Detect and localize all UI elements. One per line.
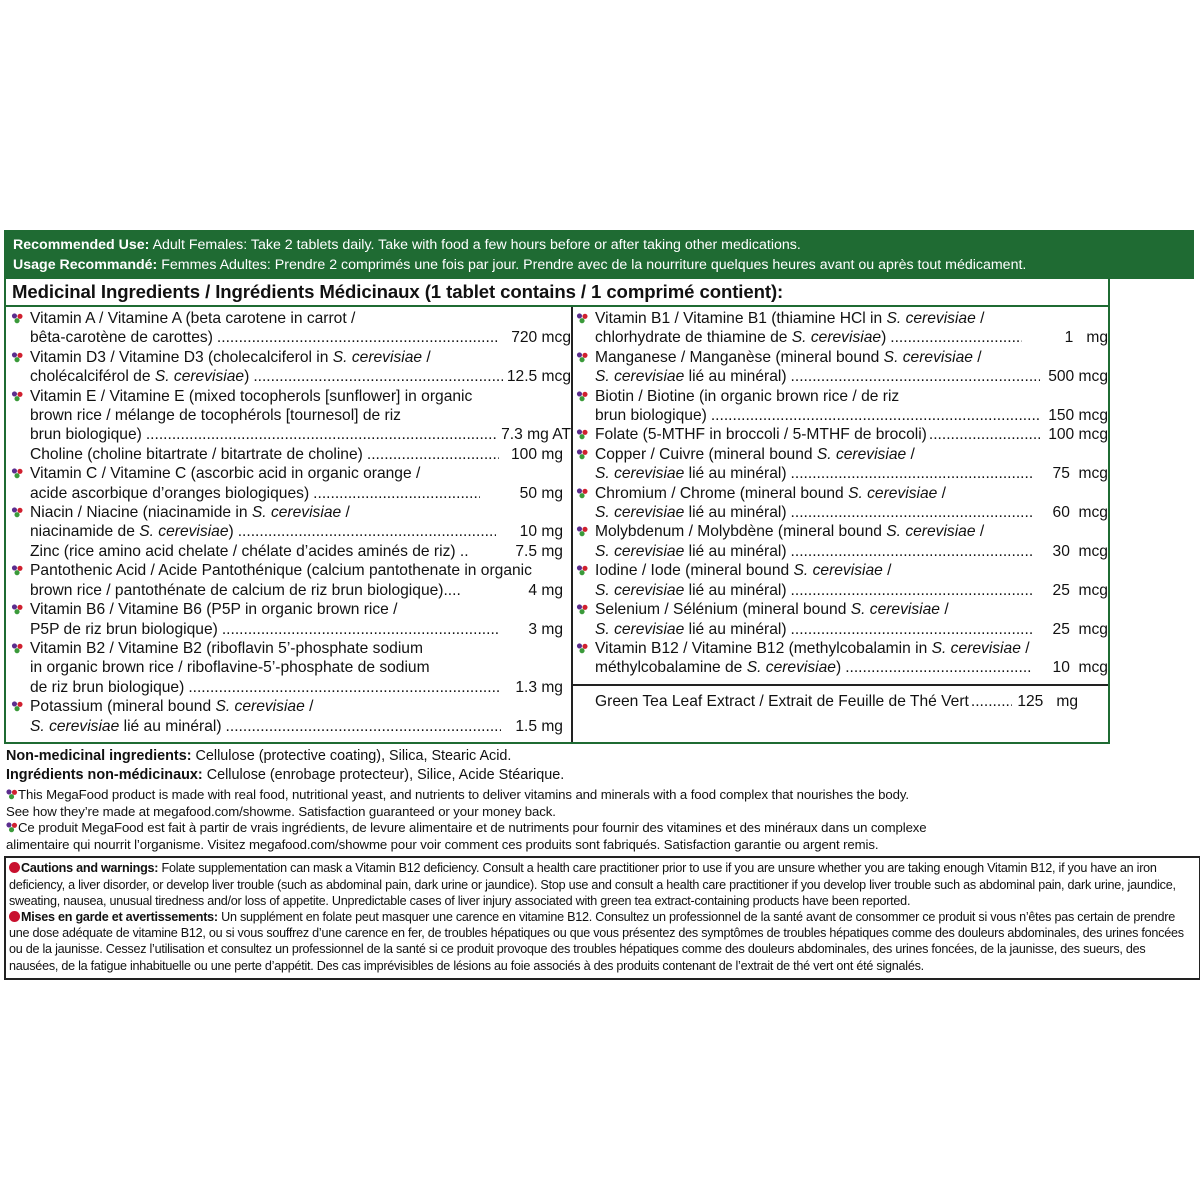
ingredients-right-column [571,307,1108,742]
usage-recommande-text: Femmes Adultes: Prendre 2 comprimés une fois par jour. Prendre avec de la nourriture quelques heures avant ou après tout médicament. [157,257,1027,273]
amount: 100 mcg [1048,426,1108,444]
recommended-use-en [13,235,1185,255]
ingredient-pantothenic-acid: Pantothenic Acid / Acide Pantothénique (calcium pantothenate in organic brown rice / pantothénate de calcium de riz brun biologique).... 4 mg [10,561,571,600]
recommended-use-text: Adult Females: Take 2 tablets daily. Take with food a few hours before or after taking other medications. [149,237,801,253]
ingredient-marker-icon [11,565,24,576]
food-marker-icon [6,822,18,833]
ingredient-vitamin-b12: Vitamin B12 / Vitamine B12 (methylcobalamin in S. cerevisiae / méthylcobalamine de S. cerevisiae) ..... 10 mcg [575,639,1108,678]
ingredient-biotin: Biotin / Biotine (in organic brown rice / de riz brun biologique) ..... 150 mcg [575,387,1108,426]
green-tea-divider [573,684,1108,686]
ingredient-vitamin-e: Vitamin E / Vitamine E (mixed tocopherols [sunflower] in organic brown rice / mélange de tocophérols [tournesol] de riz brun biologique) ..... 7.3 mg AT [10,387,571,445]
amount: 30 mcg [1052,542,1108,560]
ingredient-iodine: Iodine / Iode (mineral bound S. cerevisiae / S. cerevisiae lié au minéral) ..... 25 mcg [575,561,1108,600]
recommended-use-banner [4,230,1194,279]
amount: 60 mcg [1052,504,1108,522]
ingredient-marker-icon [576,565,589,576]
ingredient-vitamin-c: Vitamin C / Vitamine C (ascorbic acid in organic orange / acide ascorbique d’oranges biologiques) ..... 50 mg [10,464,571,503]
amount: 12.5 mcg [506,368,571,386]
ingredient-vitamin-d3: Vitamin D3 / Vitamine D3 (cholecalciferol in S. cerevisiae / cholécalciférol de S. cerevisiae) ..... 12.5 mcg [10,348,571,387]
ingredient-vitamin-a: Vitamin A / Vitamine A (beta carotene in carrot / bêta-carotène de carottes) ..... 720 mcg [10,309,571,348]
amount: 50 mg [519,484,563,502]
amount: 100 mg [510,445,563,463]
ingredient-chromium: Chromium / Chrome (mineral bound S. cerevisiae / S. cerevisiae lié au minéral) ..... 60 mcg [575,484,1108,523]
megafood-statement-fr: Ce produit MegaFood est fait à partir de vrais ingrédients, de levure alimentaire et de nutriments pour fournir des vitamines et des minéraux dans un complexe [6,820,1194,837]
megafood-statement-en-2: See how they’re made at megafood.com/showme. Satisfaction guaranteed or your money back. [6,803,556,819]
ingredient-marker-icon [11,468,24,479]
amount: 720 mcg [511,329,571,347]
amount: 125 mg [1017,692,1078,710]
megafood-statement-fr-2: alimentaire qui nourrit l’organisme. Visitez megafood.com/showme pour voir comment ces produits sont fabriqués. Satisfaction garantie ou argent remis. [6,836,879,852]
ingredient-marker-icon [11,391,24,402]
food-marker-icon [6,789,18,800]
ingredient-potassium: Potassium (mineral bound S. cerevisiae / S. cerevisiae lié au minéral) ..... 1.5 mg [10,697,571,736]
ingredients-left-column [6,307,571,742]
amount: 1 mg [1064,329,1108,347]
ingredient-folate: Folate (5-MTHF in broccoli / 5-MTHF de brocoli) ..... 100 mcg [575,425,1108,444]
amount: 25 mcg [1052,620,1108,638]
ingredient-green-tea: Green Tea Leaf Extract / Extrait de Feuille de Thé Vert ..... 125 mg [575,692,1108,711]
ingredient-marker-icon [576,313,589,324]
amount: 10 mg [519,523,563,541]
amount: 3 mg [528,620,563,638]
ingredient-vitamin-b6: Vitamin B6 / Vitamine B6 (P5P in organic brown rice / P5P de riz brun biologique) ..... 3 mg [10,600,571,639]
ingredient-marker-icon [576,352,589,363]
ingredient-manganese: Manganese / Manganèse (mineral bound S. cerevisiae / S. cerevisiae lié au minéral) ..... 500 mcg [575,348,1108,387]
ingredient-marker-icon [576,643,589,654]
cautions-box [4,856,1200,979]
amount: 150 mcg [1048,407,1108,425]
medicinal-ingredients-title: Medicinal Ingredients / Ingrédients Médicinaux (1 tablet contains / 1 comprimé contient): [6,279,1108,307]
non-medicinal-en: Non-medicinal ingredients: Cellulose (protective coating), Silica, Stearic Acid. [6,747,512,764]
ingredient-molybdenum: Molybdenum / Molybdène (mineral bound S. cerevisiae / S. cerevisiae lié au minéral) ..... 30 mcg [575,522,1108,561]
amount: 500 mcg [1048,368,1108,386]
amount: 4 mg [528,581,563,599]
ingredient-marker-icon [11,643,24,654]
non-medicinal-ingredients [4,744,1112,785]
amount: 25 mcg [1052,581,1108,599]
ingredient-marker-icon [576,488,589,499]
ingredient-marker-icon [11,352,24,363]
ingredient-marker-icon [576,449,589,460]
amount: 1.5 mg [515,717,563,735]
non-medicinal-fr: Ingrédients non-médicinaux: Cellulose (enrobage protecteur), Silice, Acide Stéarique. [6,766,565,783]
amount: 75 mcg [1052,465,1108,483]
ingredient-marker-icon [11,313,24,324]
amount: 7.5 mg [515,542,563,560]
megafood-statement [4,785,1194,853]
ingredient-marker-icon [576,429,589,440]
ingredient-marker-icon [576,391,589,402]
ingredient-marker-icon [576,604,589,615]
medicinal-ingredients-box [4,279,1110,744]
ingredient-selenium: Selenium / Sélénium (mineral bound S. cerevisiae / S. cerevisiae lié au minéral) ..... 25 mcg [575,600,1108,639]
ingredient-marker-icon [11,701,24,712]
ingredient-vitamin-b2: Vitamin B2 / Vitamine B2 (riboflavin 5’-phosphate sodium in organic brown rice / riboflavine-5’-phosphate de sodium de riz brun biologique) ..... 1.3 mg [10,639,571,697]
supplement-label [4,230,1194,980]
megafood-statement-en: This MegaFood product is made with real food, nutritional yeast, and nutrients to deliver vitamins and minerals with a food complex that nourishes the body. [6,787,1194,804]
ingredient-copper: Copper / Cuivre (mineral bound S. cerevisiae / S. cerevisiae lié au minéral) ..... 75 mcg [575,445,1108,484]
amount: 1.3 mg [515,678,563,696]
ingredient-zinc: Zinc (rice amino acid chelate / chélate d’acides aminés de riz) .. 7.5 mg [30,542,563,560]
ingredient-marker-icon [576,526,589,537]
amount: 10 mcg [1052,659,1108,677]
ingredient-choline: Choline (choline bitartrate / bitartrate de choline) ..... 100 mg [10,445,571,464]
cautions-en: Cautions and warnings: Folate supplementation can mask a Vitamin B12 deficiency. Consult a health care practitioner prior to use if you are unsure whether you are taking enough Vitamin B12, if you have an iron deficiency, a liver disorder, or develop liver trouble (such as abdominal pain, dark urine or jaundice). Stop use and consult a health care practitioner if you develop liver trouble such as abdominal pain, dark urine, jaundice, sweating, nausea, unusual tiredness and/or loss of appetite. Unpredictable cases of liver injury associated with green tea extract-containing products have been reported. [9,861,1176,908]
recommended-use-fr [13,255,1185,275]
ingredient-vitamin-b1: Vitamin B1 / Vitamine B1 (thiamine HCl in S. cerevisiae / chlorhydrate de thiamine de S. cerevisiae) ..... 1 mg [575,309,1108,348]
warning-dot-icon [9,911,20,922]
ingredient-niacin: Niacin / Niacine (niacinamide in S. cerevisiae / niacinamide de S. cerevisiae) ..... 10 mg [10,503,571,542]
cautions-fr: Mises en garde et avertissements: Un supplément en folate peut masquer une carence en vitamine B12. Consultez un professionnel de la santé avant de consommer ce produit si vous n’êtes pas certain de prendre une dose adéquate de vitamine B12, ou si vous souffrez d’une carence en fer, de troubles hépatiques ou que vous présentez des symptômes de troubles hépatiques comme des douleurs abdominales, des urines foncées ou de la jaunisse. Cessez l’utilisation et consultez un professionnel de la santé si ce produit provoque des troubles hépatiques comme des douleurs abdominales, des urines foncées, de la jaunisse, des sueurs, des nausées, de la fatigue inhabituelle ou une perte d’appétit. Des cas imprévisibles de lésions au foie associés à des produits contenant de l’extrait de thé vert ont été signalés. [9,909,1184,973]
recommended-use-label: Recommended Use: [13,237,150,253]
usage-recommande-label: Usage Recommandé: [13,257,158,273]
ingredient-marker-icon [11,604,24,615]
warning-dot-icon [9,862,20,873]
amount: 7.3 mg AT [501,426,571,444]
ingredient-marker-icon [11,507,24,518]
